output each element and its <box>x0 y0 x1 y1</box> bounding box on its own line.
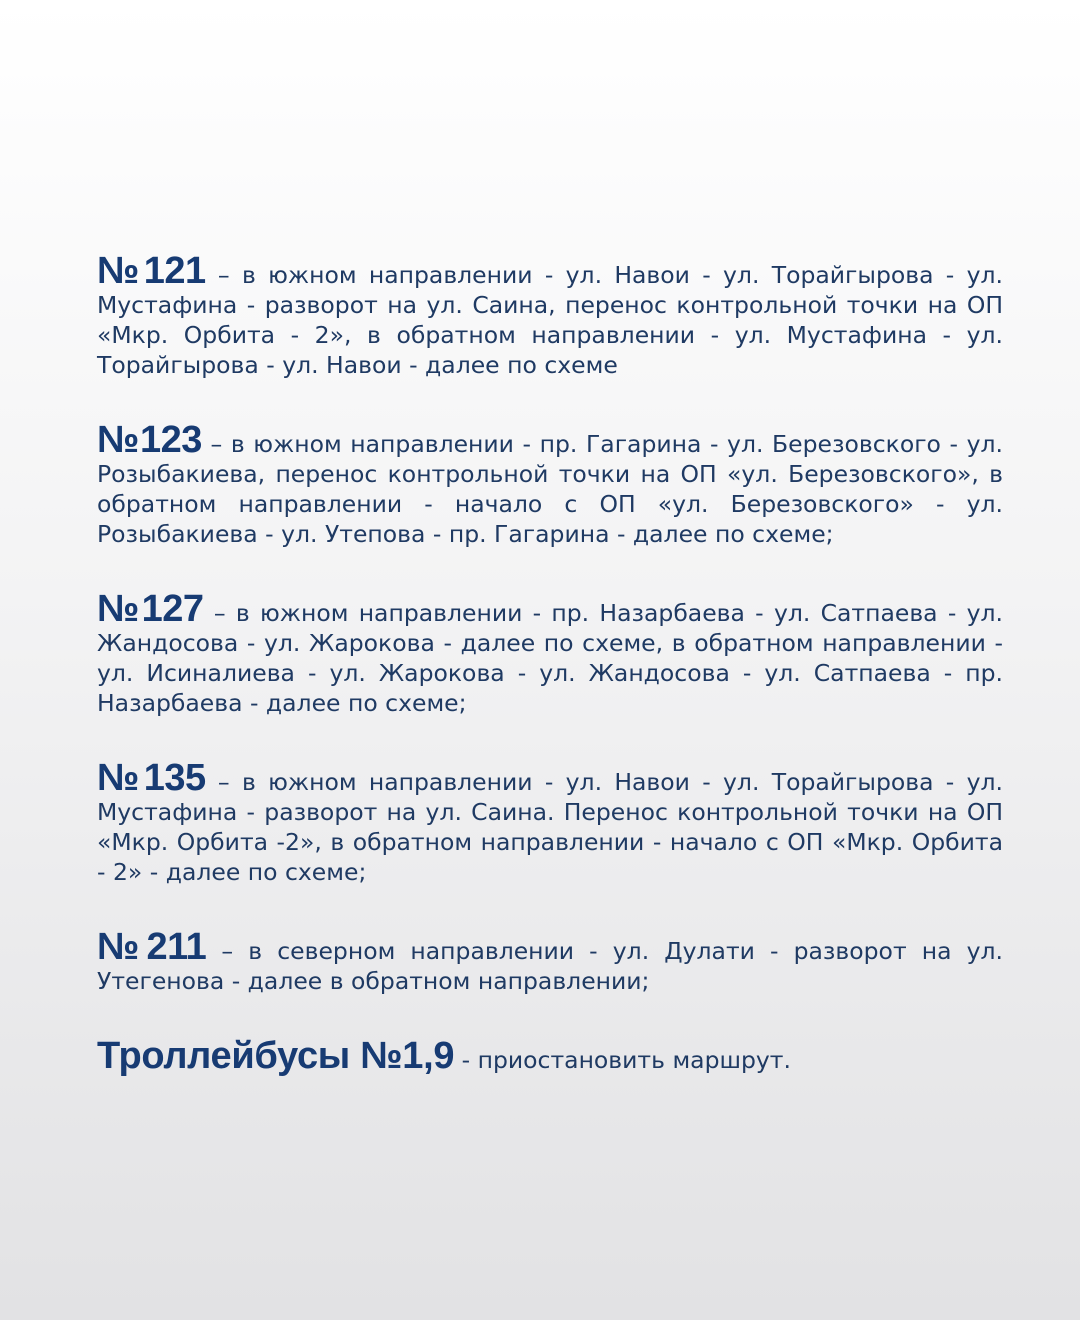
route-description: – в южном направлении - ул. Навои - ул. Торайгырова - ул. Мустафина - разворот на ул. Саина, перенос контрольной точки на ОП «Мкр. Орбита - 2», в обратном направлении - ул. Мустафина - ул. Торайгырова - ул. Навои - далее по схеме <box>97 261 1003 379</box>
route-description: – в южном направлении - ул. Навои - ул. Торайгырова - ул. Мустафина - разворот на ул. Саина. Перенос контрольной точки на ОП «Мкр. Орбита -2», в обратном направлении - начало с ОП «Мкр. Орбита - 2» - далее по схеме; <box>97 768 1003 886</box>
trolleybus-notice <box>97 1035 1003 1077</box>
route-number: №127 <box>97 588 204 630</box>
route-number: №123 <box>97 419 202 461</box>
route-123 <box>97 419 1003 549</box>
trolleybus-description: - приостановить маршрут. <box>454 1046 791 1074</box>
route-number: №211 <box>97 926 207 968</box>
trolleybus-title: Троллейбусы №1,9 <box>97 1035 455 1077</box>
route-121 <box>97 250 1003 380</box>
route-135 <box>97 757 1003 887</box>
route-127 <box>97 588 1004 718</box>
route-description: – в северном направлении - ул. Дулати - разворот на ул. Утегенова - далее в обратном направлении; <box>97 937 1003 995</box>
route-number: №121 <box>97 250 206 292</box>
route-description: – в южном направлении - пр. Гагарина - ул. Березовского - ул. Розыбакиева, перенос контрольной точки на ОП «ул. Березовского», в обратном направлении - начало с ОП «ул. Березовского» - ул. Розыбакиева - ул. Утепова - пр. Гагарина - далее по схеме; <box>97 430 1003 548</box>
route-description: – в южном направлении - пр. Назарбаева - ул. Сатпаева - ул. Жандосова - ул. Жарокова - далее по схеме, в обратном направлении - ул. Исиналиева - ул. Жарокова - ул. Жандосова - ул. Сатпаева - пр. Назарбаева - далее по схеме; <box>97 599 1004 717</box>
route-number: №135 <box>97 757 206 799</box>
notice-content <box>97 250 1004 1099</box>
route-211 <box>97 926 1003 996</box>
